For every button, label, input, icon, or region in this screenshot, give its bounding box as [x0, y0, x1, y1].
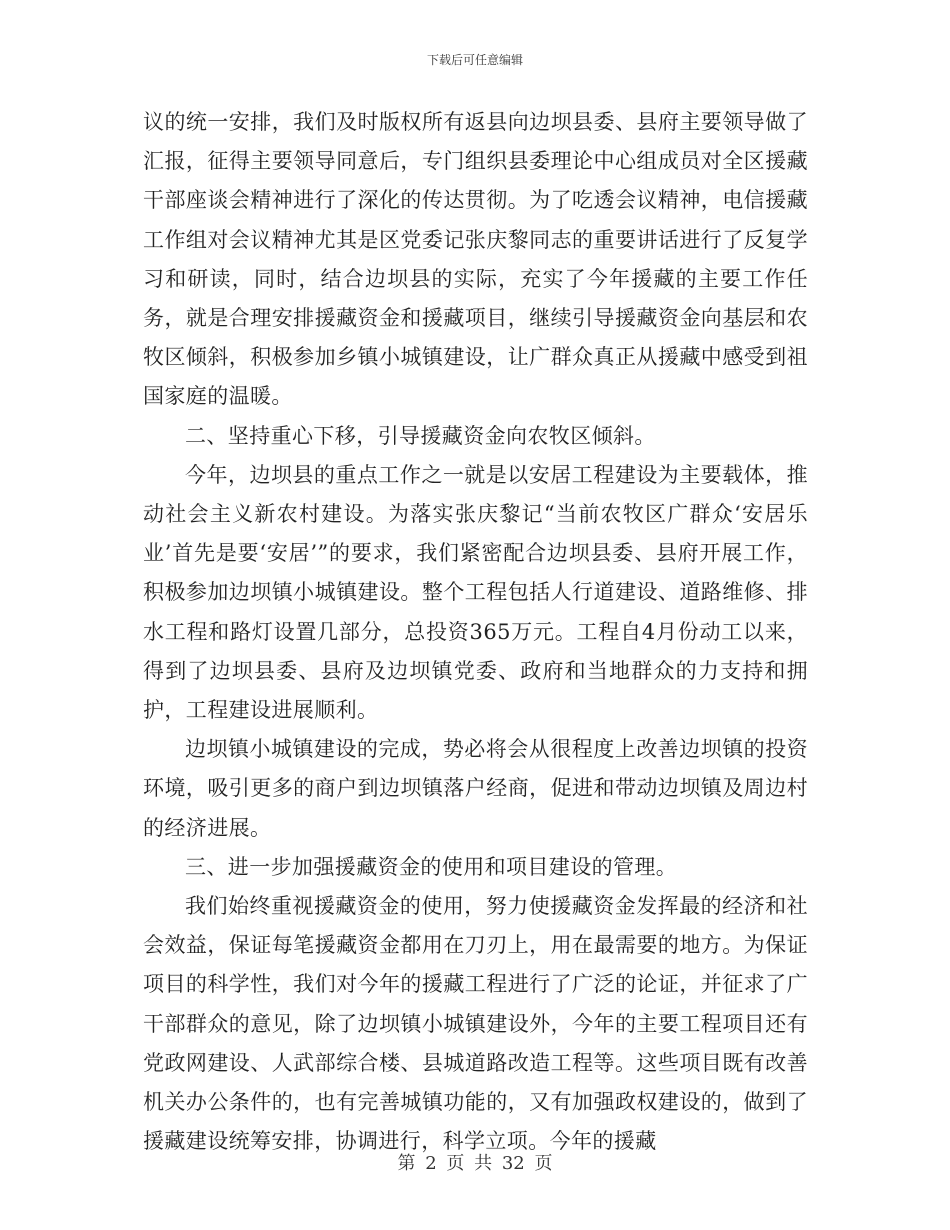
- page-footer: 第 2 页 共 32 页: [397, 1153, 553, 1174]
- paragraph-3: 今年，边坝县的重点工作之一就是以安居工程建设为主要载体，推动社会主义新农村建设。为落实张庆黎记“当前农牧区广群众‘安居乐业’首先是要‘安居’”的要求，我们紧密配合边坝县委、县府开展工作，积极参加边坝镇小城镇建设。整个工程包括人行道建设、道路维修、排水工程和路灯设置几部分，总投资365万元。工程自4月份动工以来，得到了边坝县委、县府及边坝镇党委、政府和当地群众的力支持和拥护，工程建设进展顺利。: [143, 462, 808, 723]
- document-body: [143, 103, 808, 1161]
- section-heading-3: 三、进一步加强援藏资金的使用和项目建设的管理。: [185, 854, 678, 879]
- paragraph-4: 边坝镇小城镇建设的完成，势必将会从很程度上改善边坝镇的投资环境，吸引更多的商户到边坝镇落户经商，促进和带动边坝镇及周边村的经济进展。: [143, 737, 808, 840]
- paragraph-6: 我们始终重视援藏资金的使用，努力使援藏资金发挥最的经济和社会效益，保证每笔援藏资金都用在刀刃上，用在最需要的地方。为保证项目的科学性，我们对今年的援藏工程进行了广泛的论证，并征求了广干部群众的意见，除了边坝镇小城镇建设外，今年的主要工程项目还有党政网建设、人武部综合楼、县城道路改造工程等。这些项目既有改善机关办公条件的，也有完善城镇功能的，又有加强政权建设的，做到了援藏建设统筹安排，协调进行，科学立项。今年的援藏: [143, 894, 808, 1154]
- section-heading-2: 二、坚持重心下移，引导援藏资金向农牧区倾斜。: [185, 423, 656, 448]
- paragraph-1: 议的统一安排，我们及时版权所有返县向边坝县委、县府主要领导做了汇报，征得主要领导同意后，专门组织县委理论中心组成员对全区援藏干部座谈会精神进行了深化的传达贯彻。为了吃透会议精神，电信援藏工作组对会议精神尤其是区党委记张庆黎同志的重要讲话进行了反复学习和研读，同时，结合边坝县的实际，充实了今年援藏的主要工作任务，就是合理安排援藏资金和援藏项目，继续引导援藏资金向基层和农牧区倾斜，积极参加乡镇小城镇建设，让广群众真正从援藏中感受到祖国家庭的温暖。: [143, 110, 808, 409]
- page-header: 下载后可任意编辑: [426, 53, 523, 67]
